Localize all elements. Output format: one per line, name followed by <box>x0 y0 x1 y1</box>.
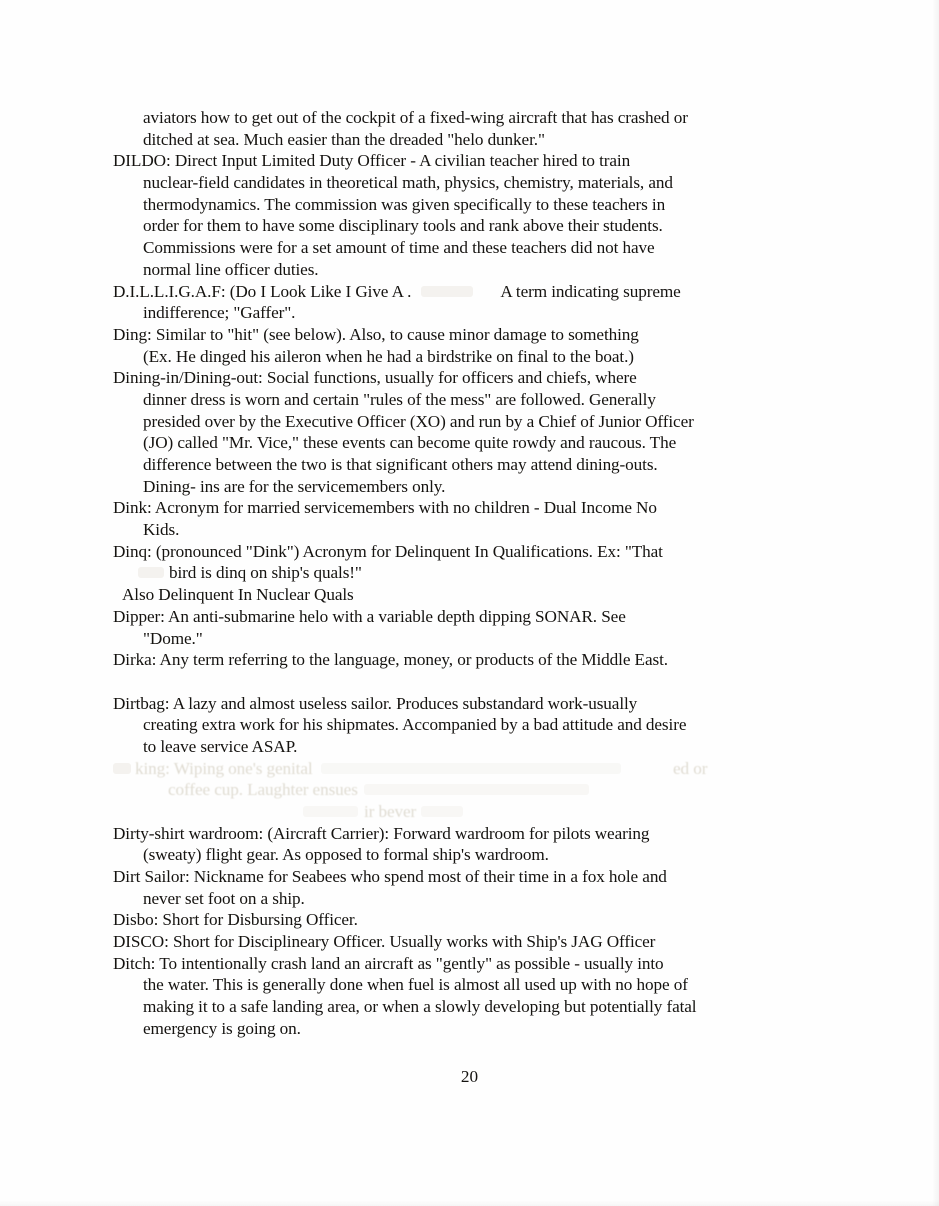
text-line: "Dome." <box>143 628 203 648</box>
erased-text-line <box>0 801 939 823</box>
erased-text-fragment: coffee cup. Laughter ensues <box>168 780 358 800</box>
text-line: presided over by the Executive Officer (XO) and run by a Chief of Junior Officer <box>143 411 694 431</box>
text-line: (JO) called "Mr. Vice," these events can become quite rowdy and raucous. The <box>143 433 677 453</box>
blank-line <box>0 671 939 693</box>
erased-text-line <box>0 779 939 801</box>
text-line: aviators how to get out of the cockpit of a fixed-wing aircraft that has crashed or <box>143 108 688 127</box>
text-line <box>0 281 939 303</box>
text-line: Dining-in/Dining-out: Social functions, usually for officers and chiefs, where <box>113 368 637 388</box>
erased-text-fragment: ir bever <box>364 801 417 821</box>
text-segment: A term indicating supreme <box>500 281 681 301</box>
text-line: Ding: Similar to "hit" (see below). Also, to cause minor damage to something <box>113 324 639 344</box>
text-line: indifference; "Gaffer". <box>143 303 296 323</box>
erased-text-smudge <box>421 806 463 817</box>
text-line: Dinq: (pronounced "Dink") Acronym for Delinquent In Qualifications. Ex: "That <box>113 541 663 561</box>
text-line: Dirt Sailor: Nickname for Seabees who spend most of their time in a fox hole and <box>113 867 667 887</box>
text-line: thermodynamics. The commission was given specifically to these teachers in <box>143 194 666 214</box>
erased-text-fragment: ed or <box>673 758 708 778</box>
erased-text-smudge <box>303 806 358 817</box>
text-line: Dining- ins are for the servicemembers only. <box>143 476 446 496</box>
text-line: Also Delinquent In Nuclear Quals <box>122 585 354 605</box>
erased-word-smudge <box>138 567 164 578</box>
text-line: Kids. <box>143 520 180 540</box>
text-line: never set foot on a ship. <box>143 888 305 908</box>
erased-text-smudge <box>364 784 589 795</box>
text-line: Ditch: To intentionally crash land an aircraft as "gently" as possible - usually into <box>113 953 664 973</box>
text-line: creating extra work for his shipmates. Accompanied by a bad attitude and desire <box>143 715 687 735</box>
text-line <box>0 562 939 584</box>
text-line: dinner dress is worn and certain "rules of the mess" are followed. Generally <box>143 389 656 409</box>
text-block <box>0 107 939 1040</box>
text-line: (Ex. He dinged his aileron when he had a birdstrike on final to the boat.) <box>143 346 634 366</box>
erased-text-fragment: king: Wiping one's genital <box>135 758 313 778</box>
text-line: DILDO: Direct Input Limited Duty Officer - A civilian teacher hired to train <box>113 151 631 171</box>
erased-text-line <box>0 758 939 780</box>
text-line: to leave service ASAP. <box>143 736 298 756</box>
text-segment: D.I.L.L.I.G.A.F: (Do I Look Like I Give A . <box>113 281 412 301</box>
text-line: (sweaty) flight gear. As opposed to formal ship's wardroom. <box>143 845 549 865</box>
text-line: making it to a safe landing area, or when a slowly developing but potentially fatal <box>143 997 697 1017</box>
text-line: Dirka: Any term referring to the language, money, or products of the Middle East. <box>113 650 668 670</box>
text-line: nuclear-field candidates in theoretical math, physics, chemistry, materials, and <box>143 173 673 193</box>
text-line: emergency is going on. <box>143 1018 301 1038</box>
text-line: Dirty-shirt wardroom: (Aircraft Carrier): Forward wardroom for pilots wearing <box>113 823 650 843</box>
text-line: Dipper: An anti-submarine helo with a variable depth dipping SONAR. See <box>113 606 626 626</box>
text-line: difference between the two is that significant others may attend dining-outs. <box>143 455 658 474</box>
text-line: Disbo: Short for Disbursing Officer. <box>113 910 358 930</box>
text-line: the water. This is generally done when fuel is almost all used up with no hope of <box>143 975 688 995</box>
text-line: Dirtbag: A lazy and almost useless sailor. Produces substandard work-usually <box>113 693 638 713</box>
erased-word-smudge <box>113 763 131 774</box>
text-line: DISCO: Short for Disciplineary Officer. Usually works with Ship's JAG Officer <box>113 932 656 952</box>
text-line: ditched at sea. Much easier than the dreaded "helo dunker." <box>143 129 545 149</box>
text-line: Dink: Acronym for married servicemembers with no children - Dual Income No <box>113 498 657 518</box>
erased-text-smudge <box>321 763 621 774</box>
text-line: Commissions were for a set amount of time and these teachers did not have <box>143 238 655 258</box>
text-line: order for them to have some disciplinary tools and rank above their students. <box>143 216 663 236</box>
page-number: 20 <box>460 1067 479 1086</box>
text-segment: bird is dinq on ship's quals!" <box>169 563 362 583</box>
erased-word-smudge <box>421 286 473 297</box>
text-line: normal line officer duties. <box>143 259 319 279</box>
